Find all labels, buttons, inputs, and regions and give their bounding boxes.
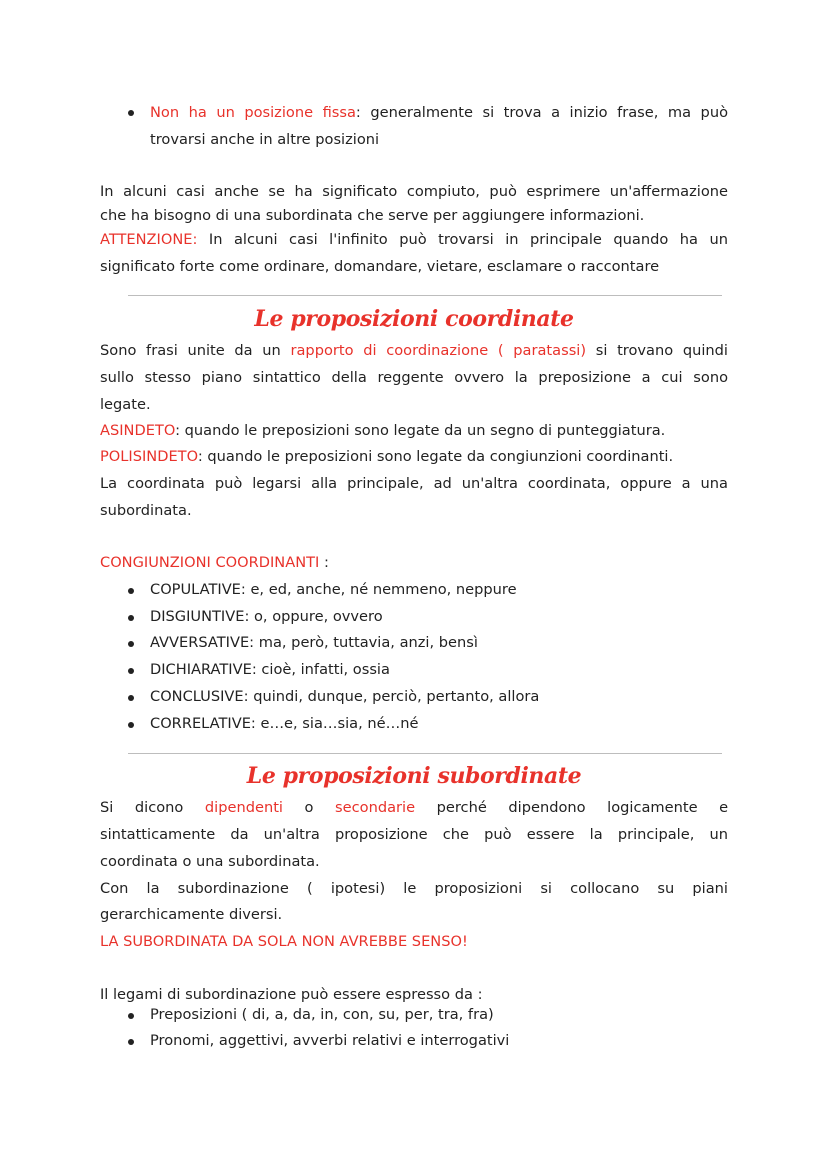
congiunzione-item: DICHIARATIVE: cioè, infatti, ossia (150, 661, 390, 678)
congiunzione-item: CORRELATIVE: e…e, sia…sia, né…né (150, 715, 419, 732)
intro-bullet-text: : generalmente si trova a inizio frase, ma può (355, 104, 728, 121)
word: o (304, 799, 314, 816)
bullet-dot (128, 1039, 134, 1045)
coordinate-p1-line-2: sullo stesso piano sintattico della reggente ovvero la preposizione a cui sono (100, 369, 728, 386)
subordinate-warning: LA SUBORDINATA DA SOLA NON AVREBBE SENSO! (100, 933, 468, 950)
subordinate-p1-line-2: sintatticamente da un'altra proposizione che può essere la principale, un (100, 826, 728, 843)
legame-item: Pronomi, aggettivi, avverbi relativi e interrogativi (150, 1032, 510, 1049)
subordinate-p1-line-1 (100, 798, 728, 818)
asindeto-label: ASINDETO (100, 422, 176, 439)
polisindeto-label: POLISINDETO (100, 448, 198, 465)
word: dicono (134, 799, 184, 816)
word: logicamente (607, 799, 698, 816)
subordinate-p2-line-1: Con la subordinazione ( ipotesi) le proposizioni si collocano su piani (100, 880, 728, 897)
asindeto-text: : quando le preposizioni sono legate da un segno di punteggiatura. (175, 422, 666, 439)
secondarie-highlight: secondarie (335, 799, 416, 816)
dipendenti-highlight: dipendenti (204, 799, 283, 816)
subordinate-p2-line-2: gerarchicamente diversi. (100, 906, 283, 923)
asindeto-line (100, 421, 728, 441)
word: perché (436, 799, 487, 816)
congiunzione-item: DISGIUNTIVE: o, oppure, ovvero (150, 608, 383, 625)
coordinate-p1-line-1 (100, 341, 728, 361)
congiunzioni-label: CONGIUNZIONI COORDINANTI (100, 554, 320, 571)
bullet-dot (128, 722, 134, 728)
intro-para-line-1: In alcuni casi anche se ha significato compiuto, può esprimere un'affermazione (100, 183, 728, 200)
subordinate-p1-line-3: coordinata o una subordinata. (100, 853, 320, 870)
attenzione-text: In alcuni casi l'infinito può trovarsi in principale quando ha un (197, 231, 728, 248)
legame-item: Preposizioni ( di, a, da, in, con, su, per, tra, fra) (150, 1006, 494, 1023)
coordinate-p1-text-a: Sono frasi unite da un (100, 342, 291, 359)
polisindeto-text: : quando le preposizioni sono legate da congiunzioni coordinanti. (197, 448, 674, 465)
coordinate-p2-line-2: subordinata. (100, 502, 192, 519)
intro-bullet-highlight: Non ha un posizione fissa (150, 104, 356, 121)
bullet-dot (128, 110, 134, 116)
bullet-dot (128, 588, 134, 594)
word: dipendono (508, 799, 586, 816)
coordinate-p1-text-b: si trovano quindi (586, 342, 728, 359)
bullet-dot (128, 695, 134, 701)
bullet-dot (128, 1013, 134, 1019)
subordinate-heading: Le proposizioni subordinate (246, 763, 582, 789)
coordinate-heading: Le proposizioni coordinate (254, 306, 574, 332)
congiunzione-item: CONCLUSIVE: quindi, dunque, perciò, pertanto, allora (150, 688, 540, 705)
congiunzione-item: AVVERSATIVE: ma, però, tuttavia, anzi, bensì (150, 634, 478, 651)
bullet-dot (128, 641, 134, 647)
congiunzione-item: COPULATIVE: e, ed, anche, né nemmeno, neppure (150, 581, 517, 598)
attenzione-line-2: significato forte come ordinare, domandare, vietare, esclamare o raccontare (100, 258, 660, 275)
bullet-dot (128, 615, 134, 621)
intro-bullet-line-2: trovarsi anche in altre posizioni (150, 131, 380, 148)
section-divider (128, 295, 722, 296)
coordinate-p1-highlight: rapporto di coordinazione ( paratassi) (290, 342, 587, 359)
word: e (719, 799, 729, 816)
polisindeto-line (100, 447, 728, 467)
congiunzioni-colon: : (319, 554, 329, 571)
attenzione-line-1 (100, 230, 728, 250)
coordinate-p1-line-3: legate. (100, 396, 151, 413)
bullet-dot (128, 668, 134, 674)
intro-bullet-line-1 (150, 103, 728, 123)
coordinate-p2-line-1: La coordinata può legarsi alla principale, ad un'altra coordinata, oppure a una (100, 475, 728, 492)
legami-line: Il legami di subordinazione può essere espresso da : (100, 986, 483, 1003)
attenzione-label: ATTENZIONE: (100, 231, 198, 248)
congiunzioni-label-line (100, 553, 728, 573)
section-divider (128, 753, 722, 754)
intro-para-line-2: che ha bisogno di una subordinata che serve per aggiungere informazioni. (100, 207, 645, 224)
word: Si (100, 799, 114, 816)
